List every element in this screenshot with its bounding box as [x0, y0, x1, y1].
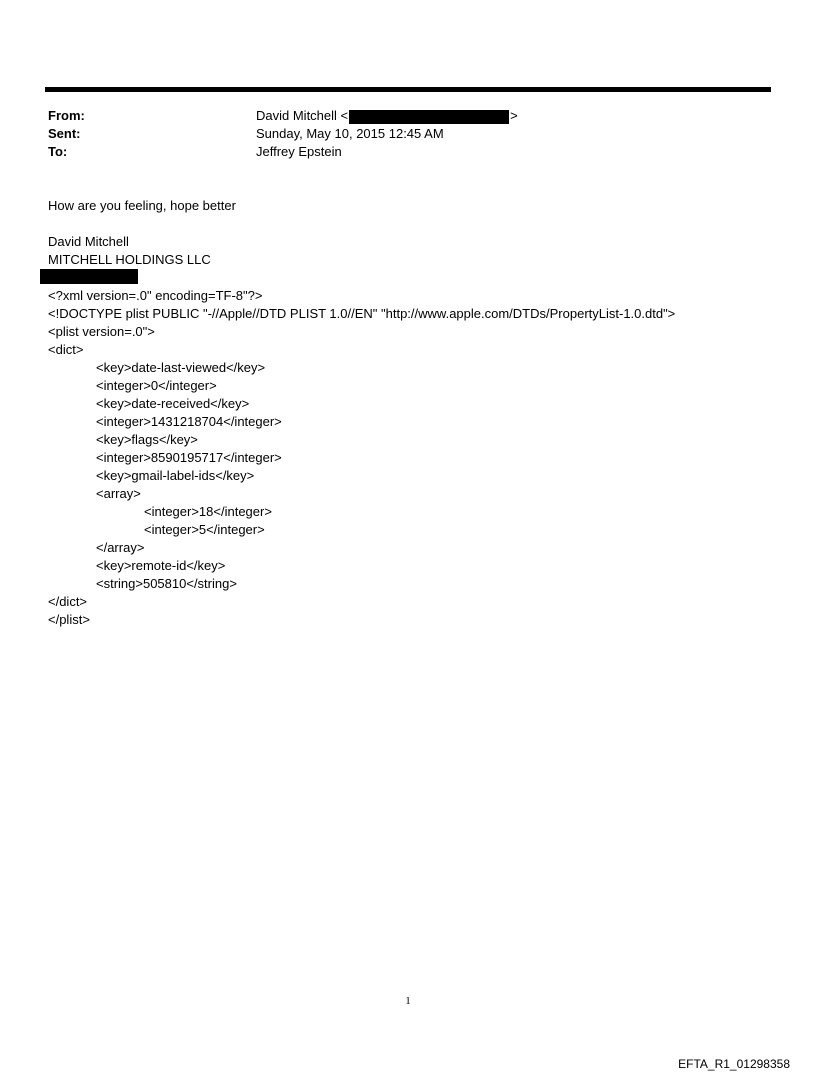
plist-line: <integer>5</integer> [144, 522, 265, 537]
plist-line: <!DOCTYPE plist PUBLIC "-//Apple//DTD PLIST 1.0//EN" "http://www.apple.com/DTDs/PropertyList-1.0.dtd"> [48, 306, 676, 321]
plist-line: <plist version=.0"> [48, 324, 155, 339]
from-name: David Mitchell < [256, 108, 349, 123]
sent-value: Sunday, May 10, 2015 12:45 AM [256, 126, 444, 141]
from-label: From: [48, 108, 85, 123]
plist-line: <dict> [48, 342, 84, 357]
signature-company: MITCHELL HOLDINGS LLC [48, 252, 211, 267]
plist-line: </dict> [48, 594, 88, 609]
plist-line: <integer>18</integer> [144, 504, 272, 519]
to-value: Jeffrey Epstein [256, 144, 342, 159]
plist-line: </array> [96, 540, 145, 555]
signature-name: David Mitchell [48, 234, 129, 249]
page-number: 1 [405, 995, 411, 1007]
from-close: > [510, 108, 518, 123]
plist-line: </plist> [48, 612, 90, 627]
bates-number: EFTA_R1_01298358 [678, 1057, 790, 1071]
plist-line: <integer>8590195717</integer> [96, 450, 282, 465]
header-rule [45, 87, 771, 92]
redacted-email [349, 110, 509, 124]
plist-line: <integer>0</integer> [96, 378, 217, 393]
plist-line: <key>flags</key> [96, 432, 198, 447]
from-value [256, 107, 518, 125]
greeting-text: How are you feeling, hope better [48, 198, 236, 213]
to-label: To: [48, 144, 68, 159]
redacted-signature-line [40, 269, 138, 284]
plist-line: <array> [96, 486, 141, 501]
sent-label: Sent: [48, 126, 81, 141]
plist-line: <integer>1431218704</integer> [96, 414, 282, 429]
plist-line: <key>date-received</key> [96, 396, 250, 411]
plist-line: <key>remote-id</key> [96, 558, 226, 573]
plist-line: <key>gmail-label-ids</key> [96, 468, 255, 483]
plist-line: <key>date-last-viewed</key> [96, 360, 266, 375]
plist-line: <string>505810</string> [96, 576, 237, 591]
plist-line: <?xml version=.0" encoding=TF-8"?> [48, 288, 263, 303]
